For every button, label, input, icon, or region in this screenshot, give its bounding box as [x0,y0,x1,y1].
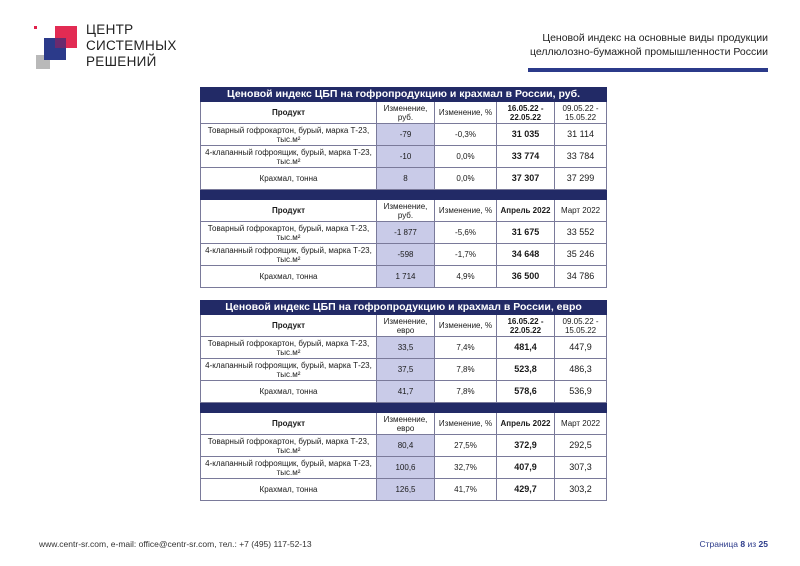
report-title [530,31,768,59]
cell-product: 4-клапанный гофроящик, бурый, марка Т-23, тыс.м² [201,359,377,381]
price-table-rub [200,87,606,288]
page-current: 8 [740,539,746,549]
cell-prev: 303,2 [555,479,607,501]
table-title: Ценовой индекс ЦБП на гофропродукцию и крахмал в России, руб. [201,88,607,102]
table-row [201,435,607,457]
cell-prev: 486,3 [555,359,607,381]
cell-prev: 33 784 [555,146,607,168]
cell-product: Товарный гофрокартон, бурый, марка Т-23, тыс.м² [201,124,377,146]
table-row [201,124,607,146]
cell-product: Крахмал, тонна [201,266,377,288]
cell-chg: 37,5 [377,359,435,381]
weekly-header-row [201,102,607,124]
table-row [201,222,607,244]
cell-chg: -79 [377,124,435,146]
page-word: Страница [699,539,739,549]
cell-pct: 0,0% [435,146,497,168]
cell-cur: 36 500 [497,266,555,288]
table-row [201,266,607,288]
table-title-row [201,301,607,315]
report-title-line-2: целлюлозно-бумажной промышленности России [529,46,768,58]
cell-cur: 31 035 [497,124,555,146]
cell-chg: 100,6 [377,457,435,479]
column-header: Изменение, евро [377,315,435,337]
column-header: Изменение, евро [377,413,435,435]
section-separator-cell [201,403,607,413]
page-total: 25 [758,539,768,549]
header-divider [528,68,768,72]
cell-pct: 7,8% [435,381,497,403]
cell-pct: 27,5% [435,435,497,457]
report-title-line-1: Ценовой индекс на основные виды продукции [542,32,768,44]
table_eur-grid [200,300,607,501]
page-of-word: из [747,539,757,549]
cell-pct: 7,4% [435,337,497,359]
table-title: Ценовой индекс ЦБП на гофропродукцию и крахмал в России, евро [201,301,607,315]
column-header: Продукт [201,200,377,222]
cell-cur: 31 675 [497,222,555,244]
cell-pct: -1,7% [435,244,497,266]
column-header: Март 2022 [555,200,607,222]
table-row [201,479,607,501]
cell-product: Крахмал, тонна [201,381,377,403]
cell-chg: 8 [377,168,435,190]
cell-chg: 80,4 [377,435,435,457]
cell-prev: 307,3 [555,457,607,479]
footer-contacts: www.centr-sr.com, e-mail: office@centr-sr.com, тел.: +7 (495) 117-52-13 [39,539,312,549]
cell-chg: 41,7 [377,381,435,403]
cell-cur: 481,4 [497,337,555,359]
cell-cur: 34 648 [497,244,555,266]
cell-cur: 37 307 [497,168,555,190]
column-header: Изменение, руб. [377,200,435,222]
cell-chg: -598 [377,244,435,266]
column-header: Апрель 2022 [497,200,555,222]
column-header: Изменение, руб. [377,102,435,124]
cell-cur: 578,6 [497,381,555,403]
cell-product: 4-клапанный гофроящик, бурый, марка Т-23, тыс.м² [201,457,377,479]
table-title-row [201,88,607,102]
table_rub-grid [200,87,607,288]
cell-cur: 372,9 [497,435,555,457]
cell-cur: 407,9 [497,457,555,479]
column-header: Март 2022 [555,413,607,435]
section-separator [201,403,607,413]
cell-product: Товарный гофрокартон, бурый, марка Т-23, тыс.м² [201,435,377,457]
cell-product: Крахмал, тонна [201,479,377,501]
cell-prev: 447,9 [555,337,607,359]
cell-product: Товарный гофрокартон, бурый, марка Т-23, тыс.м² [201,222,377,244]
logo-line-1: ЦЕНТР [86,22,134,37]
column-header: Изменение, % [435,413,497,435]
cell-chg: 126,5 [377,479,435,501]
column-header: 09.05.22 - 15.05.22 [555,315,607,337]
logo-line-2: СИСТЕМНЫХ [86,38,177,53]
cell-prev: 31 114 [555,124,607,146]
table-row [201,359,607,381]
logo-line-3: РЕШЕНИЙ [86,54,157,69]
cell-cur: 523,8 [497,359,555,381]
cell-chg: 33,5 [377,337,435,359]
cell-cur: 429,7 [497,479,555,501]
cell-prev: 292,5 [555,435,607,457]
cell-product: Крахмал, тонна [201,168,377,190]
column-header: Апрель 2022 [497,413,555,435]
cell-pct: 4,9% [435,266,497,288]
logo-text [86,22,177,70]
column-header: Изменение, % [435,315,497,337]
cell-chg: -10 [377,146,435,168]
cell-product: Товарный гофрокартон, бурый, марка Т-23, тыс.м² [201,337,377,359]
cell-pct: 41,7% [435,479,497,501]
cell-product: 4-клапанный гофроящик, бурый, марка Т-23, тыс.м² [201,244,377,266]
column-header: Изменение, % [435,102,497,124]
company-logo [34,22,184,78]
table-row [201,381,607,403]
cell-pct: -0,3% [435,124,497,146]
cell-prev: 37 299 [555,168,607,190]
column-header: 09.05.22 - 15.05.22 [555,102,607,124]
cell-product: 4-клапанный гофроящик, бурый, марка Т-23, тыс.м² [201,146,377,168]
cell-pct: 0,0% [435,168,497,190]
cell-prev: 536,9 [555,381,607,403]
column-header: Продукт [201,413,377,435]
column-header: Продукт [201,315,377,337]
monthly-header-row [201,200,607,222]
table-row [201,457,607,479]
section-separator [201,190,607,200]
cell-prev: 35 246 [555,244,607,266]
table-row [201,146,607,168]
column-header: Продукт [201,102,377,124]
section-separator-cell [201,190,607,200]
cell-chg: 1 714 [377,266,435,288]
column-header: Изменение, % [435,200,497,222]
column-header: 16.05.22 - 22.05.22 [497,315,555,337]
price-table-eur [200,300,606,501]
cell-chg: -1 877 [377,222,435,244]
cell-cur: 33 774 [497,146,555,168]
table-row [201,168,607,190]
monthly-header-row [201,413,607,435]
table-row [201,337,607,359]
logo-mark-icon [34,22,80,72]
cell-prev: 33 552 [555,222,607,244]
column-header: 16.05.22 - 22.05.22 [497,102,555,124]
cell-pct: 32,7% [435,457,497,479]
cell-prev: 34 786 [555,266,607,288]
page-number [699,539,768,549]
cell-pct: -5,6% [435,222,497,244]
cell-pct: 7,8% [435,359,497,381]
table-row [201,244,607,266]
weekly-header-row [201,315,607,337]
